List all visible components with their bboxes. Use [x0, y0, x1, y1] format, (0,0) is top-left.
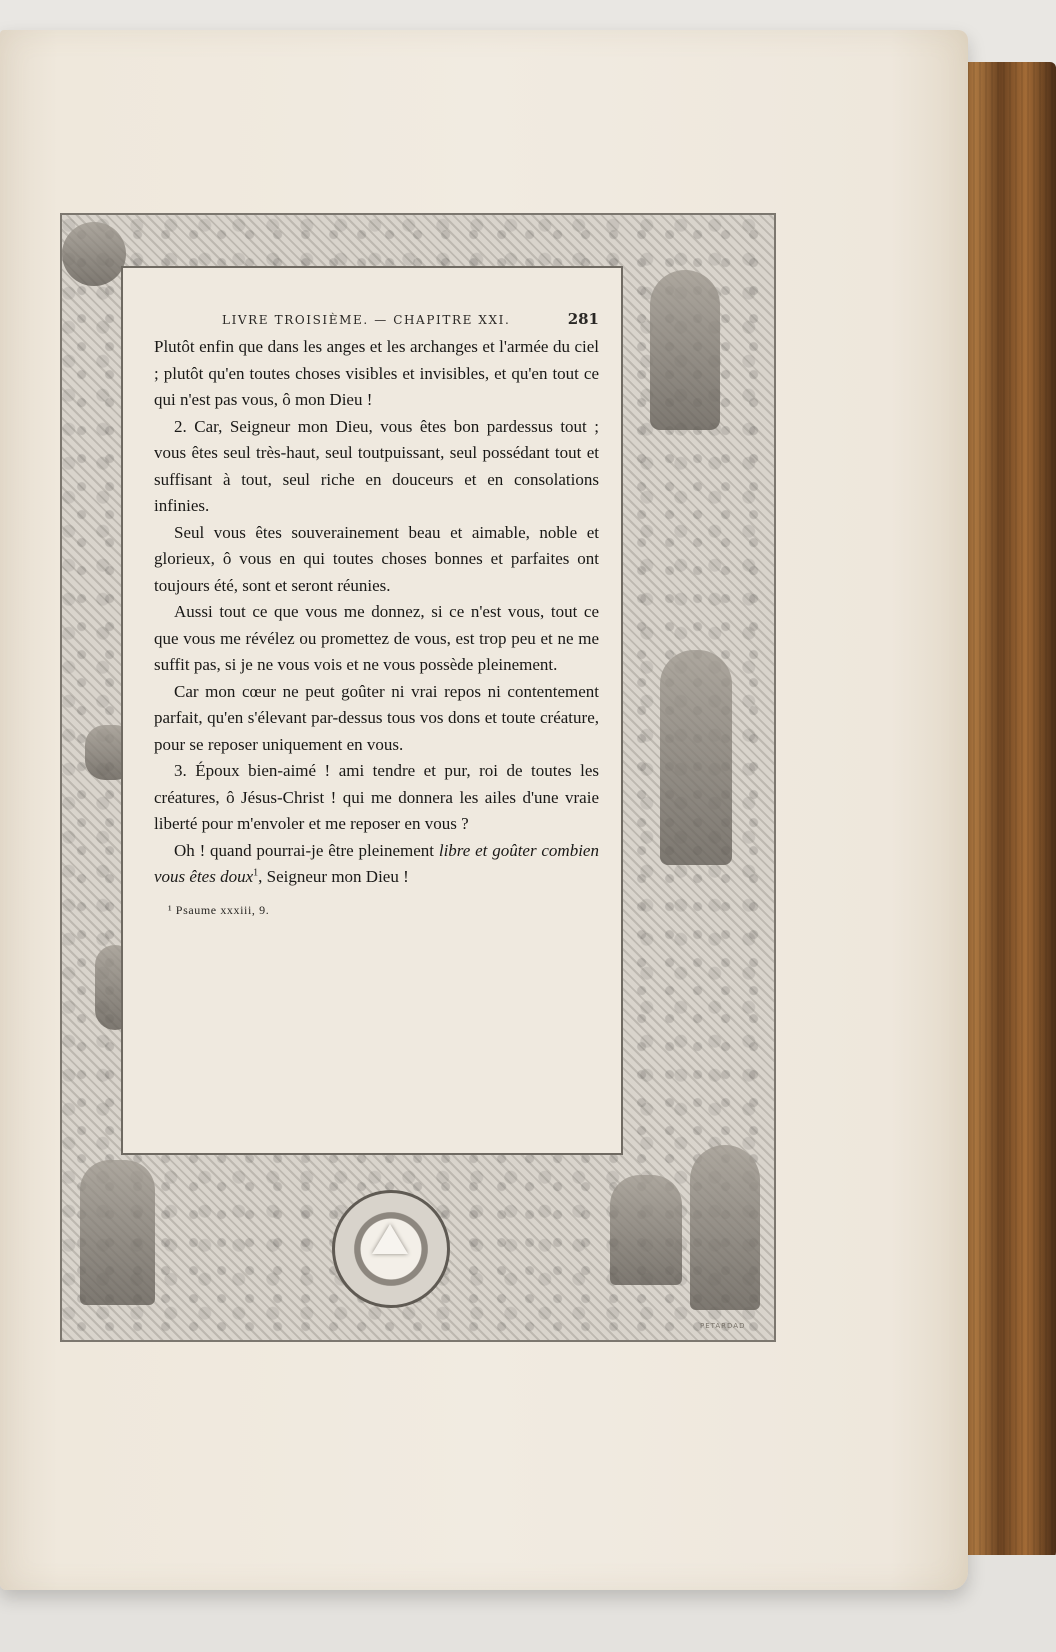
kneeling-angel-icon: [610, 1175, 682, 1285]
paragraph-italic: libre et goûter combien vous êtes doux: [154, 840, 599, 886]
artist-signature: PETARDAD: [700, 1322, 746, 1330]
paragraph: Car mon cœur ne peut goûter ni vrai repos ni contentement parfait, qu'en s'élevant par-dessus tous vos dons et toute créature, pour se reposer uniquement en vous.: [154, 681, 599, 754]
paragraph: Plutôt enfin que dans les anges et les archanges et l'armée du ciel ; plutôt qu'en toutes choses visibles et invisibles, et qu'en tout ce qui n'est pas vous, ô mon Dieu !: [154, 337, 599, 409]
running-head: [222, 310, 599, 328]
footnote-mark: 1: [253, 867, 259, 879]
angel-figure-icon: [650, 270, 720, 430]
paragraph: 2. Car, Seigneur mon Dieu, vous êtes bon pardessus tout ; vous êtes seul très-haut, seul toutpuissant, seul possédant tout et suffisant à tout, seul riche en douceurs et en consolations infinies.: [154, 416, 599, 515]
paragraph: Aussi tout ce que vous me donnez, si ce n'est vous, tout ce que vous me révélez ou promettez de vous, est trop peu et ne me suffit pas, si je ne vous vois et ne vous possède pleinement.: [154, 602, 599, 674]
trinity-triangle-icon: [372, 1224, 408, 1254]
running-head-title: LIVRE TROISIÈME. — CHAPITRE XXI.: [222, 313, 511, 327]
paragraph: 3. Époux bien-aimé ! ami tendre et pur, roi de toutes les créatures, ô Jésus-Christ ! qui me donnera les ailes d'une vraie liberté pour m'envoler et me reposer en vous ?: [154, 761, 599, 833]
footnote: ¹ Psaume xxxiii, 9.: [168, 902, 270, 917]
madonna-figure-icon: [690, 1145, 760, 1310]
paragraph-lead: Oh ! quand pourrai-je être pleinement: [174, 840, 439, 860]
paragraph-last: [154, 838, 599, 891]
lion-ornament-icon: [62, 222, 126, 286]
christ-figure-icon: [660, 650, 732, 865]
paragraph-tail: , Seigneur mon Dieu !: [258, 867, 409, 886]
seated-evangelist-icon: [80, 1160, 155, 1305]
page-text: [154, 310, 599, 918]
page-number: 281: [567, 310, 599, 328]
book-page-edges: [955, 62, 1056, 1562]
paragraph: Seul vous êtes souverainement beau et aimable, noble et glorieux, ô vous en qui toutes choses bonnes et parfaites ont toujours été, sont et seront réunies.: [154, 522, 599, 595]
